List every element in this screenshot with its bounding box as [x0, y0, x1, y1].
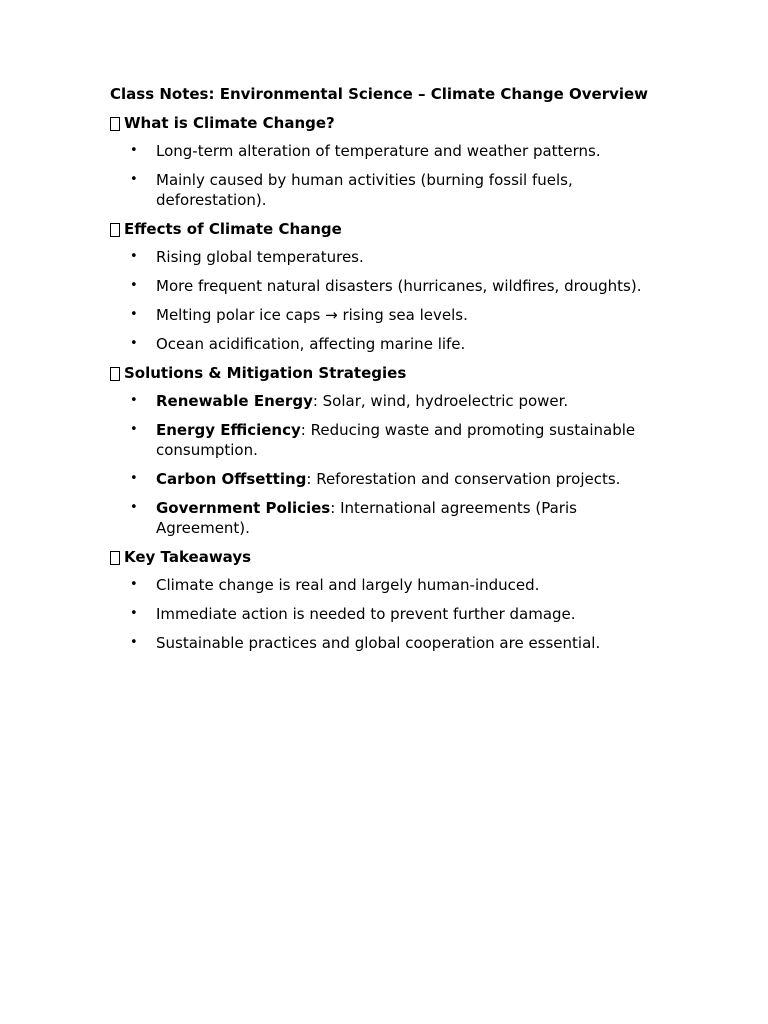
bullet-icon: • — [130, 500, 138, 515]
section-key-takeaways — [110, 547, 670, 653]
document-page — [110, 84, 670, 662]
section-what-is — [110, 113, 670, 210]
section-heading — [110, 113, 670, 133]
list-item — [110, 305, 670, 325]
bullet-icon: • — [130, 143, 138, 158]
bullet-icon: • — [130, 393, 138, 408]
list-item-text: Climate change is real and largely human-induced. — [156, 576, 540, 594]
bullet-icon: • — [130, 278, 138, 293]
bullet-list — [110, 247, 670, 354]
bullet-list — [110, 391, 670, 538]
bullet-icon: • — [130, 577, 138, 592]
missing-glyph-icon — [110, 367, 120, 381]
section-heading-text: What is Climate Change? — [124, 114, 335, 132]
list-item — [110, 498, 670, 538]
section-heading-text: Key Takeaways — [124, 548, 252, 566]
list-item-text: : Solar, wind, hydroelectric power. — [312, 392, 569, 410]
list-item-text: Immediate action is needed to prevent further damage. — [156, 605, 576, 623]
list-item-text: Long-term alteration of temperature and weather patterns. — [156, 142, 601, 160]
list-item-term: Government Policies — [156, 499, 331, 517]
bullet-icon: • — [130, 606, 138, 621]
list-item — [110, 575, 670, 595]
list-item — [110, 276, 670, 296]
list-item — [110, 391, 670, 411]
list-item — [110, 141, 670, 161]
section-heading-text: Solutions & Mitigation Strategies — [124, 364, 407, 382]
missing-glyph-icon — [110, 223, 120, 237]
list-item-term: Carbon Offsetting — [156, 470, 307, 488]
list-item-text: Ocean acidification, affecting marine life. — [156, 335, 466, 353]
missing-glyph-icon — [110, 117, 120, 131]
bullet-icon: • — [130, 249, 138, 264]
bullet-icon: • — [130, 471, 138, 486]
section-heading — [110, 363, 670, 383]
bullet-icon: • — [130, 422, 138, 437]
list-item-text: Rising global temperatures. — [156, 248, 364, 266]
list-item-text: : International agreements (Paris Agreement). — [156, 499, 577, 537]
section-heading — [110, 219, 670, 239]
list-item — [110, 420, 670, 460]
bullet-icon: • — [130, 307, 138, 322]
bullet-icon: • — [130, 172, 138, 187]
list-item — [110, 604, 670, 624]
list-item — [110, 334, 670, 354]
section-heading-text: Effects of Climate Change — [124, 220, 342, 238]
list-item-text: : Reducing waste and promoting sustainable consumption. — [156, 421, 636, 459]
bullet-icon: • — [130, 336, 138, 351]
document-title: Class Notes: Environmental Science – Climate Change Overview — [110, 85, 649, 103]
missing-glyph-icon — [110, 551, 120, 565]
list-item-text: Mainly caused by human activities (burning fossil fuels, deforestation). — [156, 171, 573, 209]
list-item-term: Renewable Energy — [156, 392, 313, 410]
bullet-icon: • — [130, 635, 138, 650]
list-item-text: Sustainable practices and global cooperation are essential. — [156, 634, 601, 652]
bullet-list — [110, 141, 670, 210]
list-item-text: Melting polar ice caps → rising sea levels. — [156, 306, 468, 324]
list-item — [110, 633, 670, 653]
section-heading — [110, 547, 670, 567]
list-item — [110, 170, 670, 210]
list-item-text: : Reforestation and conservation projects. — [306, 470, 621, 488]
list-item — [110, 469, 670, 489]
section-effects — [110, 219, 670, 354]
list-item-text: More frequent natural disasters (hurricanes, wildfires, droughts). — [156, 277, 642, 295]
list-item-term: Energy Efficiency — [156, 421, 301, 439]
section-solutions — [110, 363, 670, 538]
bullet-list — [110, 575, 670, 653]
list-item — [110, 247, 670, 267]
